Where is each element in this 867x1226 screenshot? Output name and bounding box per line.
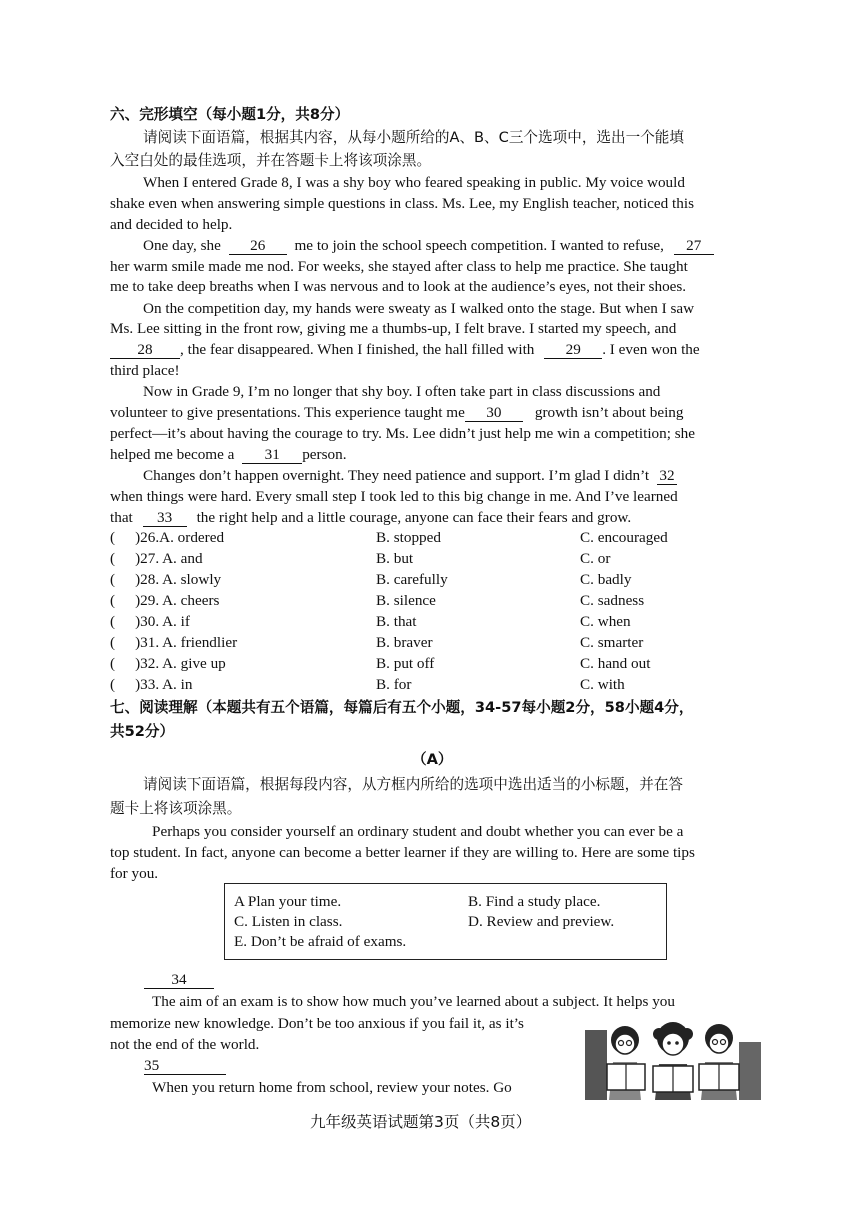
- cloze-p2-line1: [143, 236, 714, 256]
- cloze-text: . I even won the: [602, 341, 700, 358]
- question-row-30: ( )30. A. if: [110, 613, 190, 630]
- para34-line1: The aim of an exam is to show how much you’ve learned about a subject. It helps you: [152, 993, 675, 1010]
- cloze-p3-line1: On the competition day, my hands were sweaty as I walked onto the stage. But when I saw: [143, 300, 695, 317]
- question-row-28: ( )28. A. slowly: [110, 571, 222, 588]
- cloze-p1-line3: and decided to help.: [110, 216, 233, 233]
- cloze-text: One day, she: [143, 237, 221, 254]
- option-31-c[interactable]: C. smarter: [580, 634, 644, 651]
- cloze-text: volunteer to give presentations. This experience taught me: [110, 404, 465, 421]
- reading-children-illustration: [583, 1012, 763, 1104]
- intro-line2: top student. In fact, anyone can become a better learner if they are willing to. Here are some tips: [110, 844, 695, 861]
- cloze-text: me to join the school speech competition. I wanted to refuse,: [294, 237, 664, 254]
- option-32-b[interactable]: B. put off: [376, 655, 435, 672]
- option-31-b[interactable]: B. braver: [376, 634, 433, 651]
- option-29-b[interactable]: B. silence: [376, 592, 436, 609]
- cloze-text: person.: [302, 446, 347, 463]
- option-27-b[interactable]: B. but: [376, 550, 414, 567]
- box-option-a[interactable]: A Plan your time.: [234, 893, 342, 910]
- para35-line1: When you return home from school, review your notes. Go: [152, 1079, 512, 1096]
- cloze-p4-line1: Now in Grade 9, I’m no longer that shy boy. I often take part in class discussions and: [143, 383, 661, 400]
- question-row-27: ( )27. A. and: [110, 550, 203, 567]
- question-row-29: ( )29. A. cheers: [110, 592, 220, 609]
- section7-instruction-line2: 题卡上将该项涂黑。: [110, 800, 242, 817]
- section7-title-line2: 共52分）: [110, 723, 175, 740]
- cloze-p2-line3: me to take deep breaths when I was nervous and to look at the audience’s eyes, not their shoes.: [110, 278, 687, 295]
- part-a-heading: （A）: [412, 751, 453, 768]
- cloze-p3-line4: third place!: [110, 362, 180, 379]
- question-row-33: ( )33. A. in: [110, 676, 193, 693]
- cloze-p1-line1: When I entered Grade 8, I was a shy boy who feared speaking in public. My voice would: [143, 174, 685, 191]
- cloze-text: helped me become a: [110, 446, 235, 463]
- question-row-31: ( )31. A. friendlier: [110, 634, 238, 651]
- page-footer: 九年级英语试题第3页（共8页）: [310, 1113, 532, 1131]
- heading-blank-35: 35: [144, 1056, 226, 1076]
- cloze-p1-line2: shake even when answering simple questions in class. Ms. Lee, my English teacher, noticed this: [110, 195, 694, 212]
- intro-line1: Perhaps you consider yourself an ordinary student and doubt whether you can ever be a: [152, 823, 684, 840]
- section7-instruction-line1: 请阅读下面语篇，根据每段内容，从方框内所给的选项中选出适当的小标题，并在答: [143, 776, 683, 793]
- intro-line3: for you.: [110, 865, 159, 882]
- cloze-p3-line3: [110, 340, 700, 360]
- box-option-b[interactable]: B. Find a study place.: [468, 893, 601, 910]
- section7-title-line1: 七、阅读理解（本题共有五个语篇，每篇后有五个小题，34-57每小题2分，58小题4分，: [110, 699, 694, 716]
- cloze-p4-line3: perfect—it’s about having the courage to try. Ms. Lee didn’t just help me win a competition; she: [110, 425, 695, 442]
- option-32-c[interactable]: C. hand out: [580, 655, 651, 672]
- section6-title: 六、完形填空（每小题1分，共8分）: [110, 106, 350, 123]
- cloze-text: , the fear disappeared. When I finished, the hall filled with: [180, 341, 535, 358]
- option-33-c[interactable]: C. with: [580, 676, 625, 693]
- option-28-c[interactable]: C. badly: [580, 571, 632, 588]
- option-30-c[interactable]: C. when: [580, 613, 631, 630]
- question-row-32: ( )32. A. give up: [110, 655, 226, 672]
- option-26-b[interactable]: B. stopped: [376, 529, 441, 546]
- cloze-text: the right help and a little courage, anyone can face their fears and grow.: [196, 509, 632, 526]
- blank-27: 27: [674, 237, 714, 255]
- option-33-b[interactable]: B. for: [376, 676, 412, 693]
- blank-29: 29: [544, 341, 602, 359]
- cloze-p5-line1: [143, 466, 677, 486]
- option-28-b[interactable]: B. carefully: [376, 571, 448, 588]
- blank-31: 31: [242, 446, 302, 464]
- box-option-d[interactable]: D. Review and preview.: [468, 913, 615, 930]
- section6-instruction-line2: 入空白处的最佳选项，并在答题卡上将该项涂黑。: [110, 152, 432, 169]
- blank-30: 30: [465, 404, 523, 422]
- cloze-text: growth isn’t about being: [534, 404, 684, 421]
- box-option-e[interactable]: E. Don’t be afraid of exams.: [234, 933, 407, 950]
- section6-instruction-line1: 请阅读下面语篇，根据其内容，从每小题所给的A、B、C三个选项中，选出一个能填: [143, 129, 684, 146]
- cloze-text: Changes don’t happen overnight. They need patience and support. I’m glad I didn’t: [143, 467, 650, 484]
- cloze-text: that: [110, 509, 133, 526]
- cloze-p5-line2: when things were hard. Every small step I took led to this big change in me. And I’ve learned: [110, 488, 678, 505]
- box-option-c[interactable]: C. Listen in class.: [234, 913, 343, 930]
- para34-line2: memorize new knowledge. Don’t be too anxious if you fail it, as it’s: [110, 1015, 524, 1032]
- cloze-p2-line2: her warm smile made me nod. For weeks, she stayed after class to help me practice. She taught: [110, 258, 688, 275]
- para34-line3: not the end of the world.: [110, 1036, 260, 1053]
- blank-28: 28: [110, 341, 180, 359]
- blank-33: 33: [143, 509, 187, 527]
- cloze-p4-line2: [110, 403, 683, 423]
- cloze-p4-line4: [110, 445, 347, 465]
- cloze-p3-line2: Ms. Lee sitting in the front row, giving me a thumbs-up, I felt brave. I started my speech, and: [110, 320, 677, 337]
- option-26-c[interactable]: C. encouraged: [580, 529, 668, 546]
- cloze-p5-line3: [110, 508, 631, 528]
- question-row-26: ( )26.A. ordered: [110, 529, 225, 546]
- heading-blank-34: 34: [144, 970, 214, 990]
- blank-32: 32: [657, 467, 677, 485]
- option-29-c[interactable]: C. sadness: [580, 592, 645, 609]
- option-27-c[interactable]: C. or: [580, 550, 611, 567]
- option-30-b[interactable]: B. that: [376, 613, 417, 630]
- blank-26: 26: [229, 237, 287, 255]
